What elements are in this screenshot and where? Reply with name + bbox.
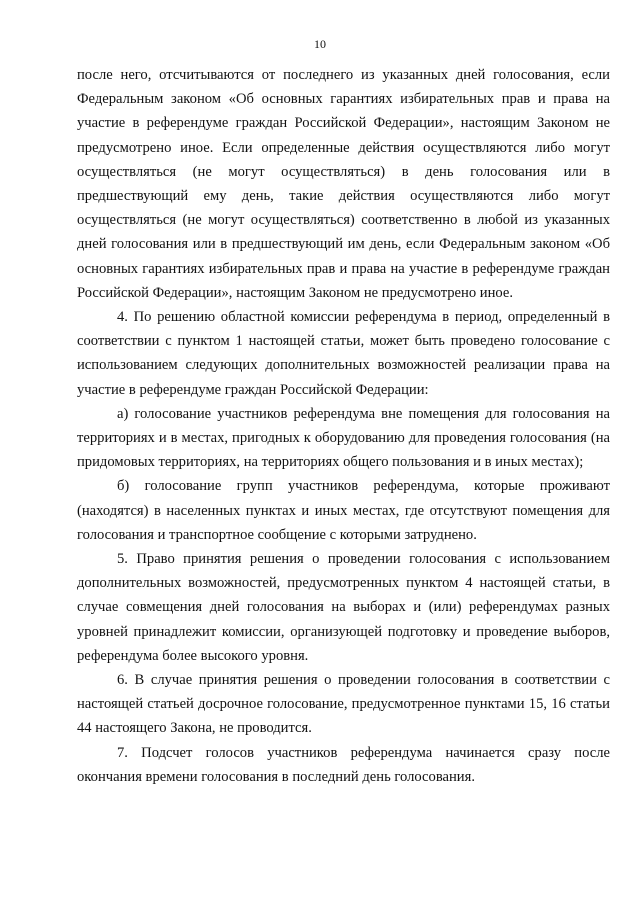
paragraph-subitem-a: а) голосование участников референдума вне помещения для голосования на территориях и в местах, пригодных к оборудованию для проведения голосования (на придомовых территориях, на территориях общего пользования и в иных местах); [77,405,610,471]
paragraph-continuation: после него, отсчитываются от последнего из указанных дней голосования, если Федеральным законом «Об основных гарантиях избирательных прав и права на участие в референдуме граждан Российской Федерации», настоящим Законом не предусмотрено иное. Если определенные действия осуществляются либо могут осуществляться (не могут осуществляться) в день голосования или в предшествующий ему день, такие действия осуществляются либо могут осуществляться (не могут осуществляться) соответственно в любой из указанных дней голосования или в предшествующий им день, если Федеральным законом «Об основных гарантиях избирательных прав и права на участие в референдуме граждан Российской Федерации», настоящим Законом не предусмотрено иное. [77,67,610,301]
paragraph-subitem-b: б) голосование групп участников референдума, которые проживают (находятся) в населенных пунктах и иных местах, где отсутствуют помещения для голосования и транспортное сообщение с которыми затруднено. [77,478,610,543]
document-body [77,63,610,789]
page-number: 10 [314,37,326,51]
paragraph-item-4: 4. По решению областной комиссии референдума в период, определенный в соответствии с пунктом 1 настоящей статьи, может быть проведено голосование с использованием следующих дополнительных возможностей реализации права на участие в референдуме граждан Российской Федерации: [77,309,610,398]
paragraph-item-5: 5. Право принятия решения о проведении голосования с использованием дополнительных возможностей, предусмотренных пунктом 4 настоящей статьи, в случае совмещения дней голосования на выборах и (или) референдумах разных уровней принадлежит комиссии, организующей подготовку и проведение выборов, референдума более высокого уровня. [77,551,610,664]
paragraph-item-7: 7. Подсчет голосов участников референдума начинается сразу после окончания времени голосования в последний день голосования. [77,744,610,785]
paragraph-item-6: 6. В случае принятия решения о проведении голосования в соответствии с настоящей статьей досрочное голосование, предусмотренное пунктами 15, 16 статьи 44 настоящего Закона, не проводится. [77,672,610,737]
